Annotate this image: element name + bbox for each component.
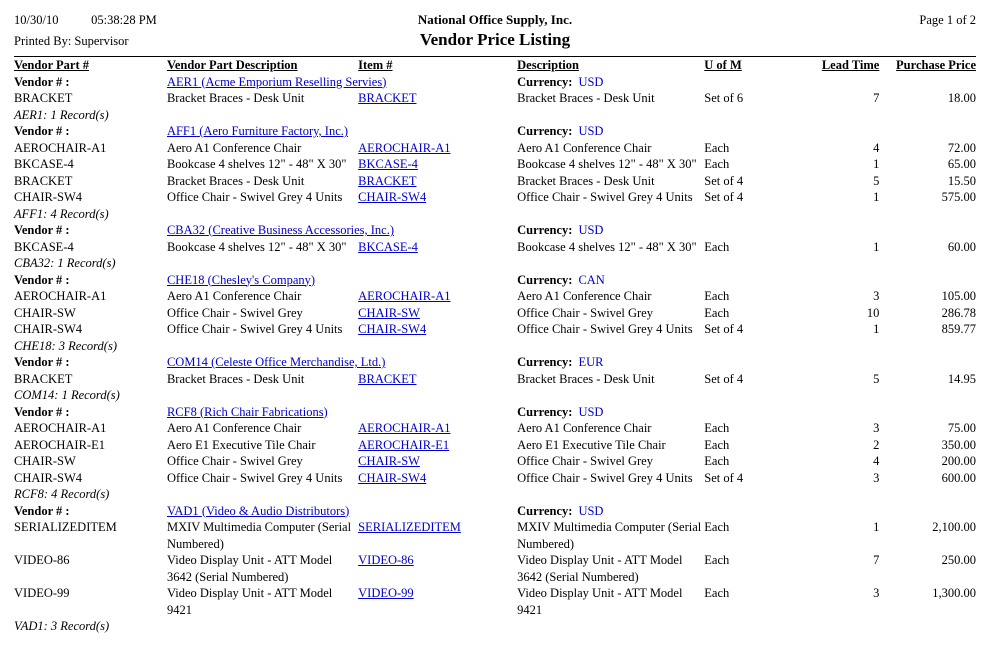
vendor-link-cell	[167, 503, 517, 520]
cell-lead-time: 3	[873, 470, 880, 485]
vendor-name: (Chesley's Company)	[207, 272, 316, 287]
cell-uofm: Set of 6	[704, 91, 744, 105]
item-link[interactable]: AEROCHAIR-A1	[358, 140, 451, 155]
table-row	[14, 173, 976, 190]
currency-cell	[517, 74, 976, 91]
cell-vendor-part: AEROCHAIR-A1	[14, 140, 107, 155]
vendor-group-header	[14, 74, 976, 91]
vendor-link[interactable]	[167, 223, 394, 237]
vendor-price-table	[14, 57, 976, 635]
item-link[interactable]: CHAIR-SW4	[358, 470, 427, 485]
cell-vendor-part-description: Bracket Braces - Desk Unit	[166, 173, 305, 188]
currency-label: Currency:	[517, 223, 573, 237]
cell-vendor-part: BRACKET	[14, 91, 73, 105]
vendor-record-count-row	[14, 618, 976, 635]
cell-purchase-price: 200.00	[941, 454, 976, 468]
cell-item	[358, 585, 517, 618]
report-date: 10/30/10	[14, 13, 59, 27]
cell-vendor-part: AEROCHAIR-E1	[14, 437, 105, 452]
vendor-link[interactable]	[167, 504, 349, 518]
vendor-label-cell	[14, 74, 167, 91]
cell-vendor-part-description: Aero E1 Executive Tile Chair	[166, 437, 316, 452]
cell-description: Bracket Braces - Desk Unit	[517, 91, 655, 105]
cell-lead-time: 1	[873, 157, 880, 171]
vendor-name: (Celeste Office Merchandise, Ltd.)	[211, 355, 386, 369]
currency-cell	[517, 222, 976, 239]
cell-item	[358, 552, 517, 585]
company-name: National Office Supply, Inc.	[417, 12, 573, 27]
vendor-group-header	[14, 272, 976, 289]
col-header-purchase-price: Purchase Price	[896, 58, 976, 72]
cell-uofm: Each	[704, 157, 730, 171]
cell-vendor-part-description: Office Chair - Swivel Grey 4 Units	[166, 322, 343, 336]
report-header	[14, 10, 976, 54]
currency-label: Currency:	[517, 272, 573, 287]
currency-label: Currency:	[517, 503, 573, 518]
cell-description: Video Display Unit - ATT Model 9421	[517, 586, 683, 617]
vendor-name: (Rich Chair Fabrications)	[199, 404, 328, 419]
cell-item	[358, 321, 517, 338]
vendor-label: Vendor # :	[14, 355, 70, 369]
cell-lead-time: 4	[873, 454, 880, 468]
currency-value: USD	[578, 223, 604, 237]
cell-vendor-part-description: Office Chair - Swivel Grey	[166, 454, 303, 468]
vendor-code: VAD1	[166, 503, 199, 518]
cell-purchase-price: 250.00	[941, 553, 976, 567]
cell-lead-time: 1	[873, 239, 880, 254]
cell-lead-time: 7	[873, 91, 880, 105]
cell-description: Video Display Unit - ATT Model 3642 (Serial Numbered)	[517, 553, 683, 584]
vendor-link-cell	[167, 354, 517, 371]
vendor-link-cell	[167, 272, 517, 289]
currency-cell	[517, 123, 976, 140]
cell-description: Aero A1 Conference Chair	[517, 289, 652, 303]
cell-lead-time: 5	[873, 371, 880, 386]
cell-item	[358, 437, 517, 454]
cell-purchase-price: 286.78	[941, 305, 976, 320]
item-link[interactable]: AEROCHAIR-A1	[358, 289, 451, 303]
item-link[interactable]: SERIALIZEDITEM	[358, 520, 461, 534]
table-header-row	[14, 57, 976, 74]
cell-description: Aero A1 Conference Chair	[517, 421, 652, 435]
cell-vendor-part: CHAIR-SW	[14, 454, 76, 468]
vendor-record-count-row	[14, 206, 976, 223]
cell-uofm: Set of 4	[704, 371, 744, 386]
cell-item	[358, 519, 517, 552]
item-link[interactable]: VIDEO-99	[358, 586, 414, 600]
cell-vendor-part: BKCASE-4	[14, 239, 74, 254]
cell-lead-time: 10	[866, 305, 880, 320]
cell-uofm: Each	[704, 553, 730, 567]
cell-uofm: Each	[704, 289, 730, 303]
table-row	[14, 156, 976, 173]
col-header-vendor-part: Vendor Part #	[14, 58, 89, 72]
page-title: Vendor Price Listing	[419, 30, 571, 49]
cell-vendor-part: CHAIR-SW4	[14, 322, 83, 336]
cell-vendor-part: AEROCHAIR-A1	[14, 421, 107, 435]
vendor-record-count-row	[14, 255, 976, 272]
cell-item	[358, 189, 517, 206]
cell-item	[358, 90, 517, 107]
cell-description: MXIV Multimedia Computer (Serial Numbered)	[517, 520, 702, 551]
cell-item	[358, 156, 517, 173]
currency-cell	[517, 404, 976, 421]
vendor-group-header	[14, 404, 976, 421]
currency-value: USD	[578, 503, 604, 518]
vendor-record-count: CHE18: 3 Record(s)	[14, 338, 117, 353]
vendor-group-header	[14, 123, 976, 140]
cell-description: Office Chair - Swivel Grey 4 Units	[517, 190, 693, 204]
table-row	[14, 288, 976, 305]
cell-vendor-part-description: Bracket Braces - Desk Unit	[166, 371, 305, 386]
vendor-label-cell	[14, 123, 167, 140]
cell-lead-time: 5	[873, 173, 880, 188]
cell-uofm: Set of 4	[704, 322, 744, 336]
table-row	[14, 420, 976, 437]
vendor-link[interactable]	[167, 405, 328, 419]
vendor-record-count: AFF1: 4 Record(s)	[14, 206, 109, 221]
table-row	[14, 90, 976, 107]
vendor-record-count: COM14: 1 Record(s)	[14, 388, 120, 402]
cell-purchase-price: 350.00	[941, 437, 976, 452]
cell-purchase-price: 2,100.00	[932, 520, 976, 534]
col-header-vendor-part-description: Vendor Part Description	[166, 58, 298, 72]
vendor-record-count-row	[14, 387, 976, 404]
cell-item	[358, 239, 517, 256]
table-row	[14, 189, 976, 206]
currency-value: USD	[578, 74, 604, 89]
table-body	[14, 57, 976, 635]
cell-description: Office Chair - Swivel Grey	[517, 305, 653, 320]
cell-purchase-price: 18.00	[947, 91, 976, 105]
vendor-name: (Creative Business Accessories, Inc.)	[208, 223, 394, 237]
cell-uofm: Set of 4	[704, 470, 744, 485]
vendor-link[interactable]	[167, 273, 315, 287]
cell-vendor-part: VIDEO-99	[14, 586, 70, 600]
cell-description: Bookcase 4 shelves 12" - 48" X 30"	[517, 157, 697, 171]
cell-lead-time: 7	[873, 553, 880, 567]
vendor-code: AFF1	[166, 124, 197, 138]
cell-purchase-price: 15.50	[947, 173, 976, 188]
table-row	[14, 470, 976, 487]
table-row	[14, 140, 976, 157]
cell-vendor-part: BRACKET	[14, 371, 73, 386]
vendor-link-cell	[167, 404, 517, 421]
cell-lead-time: 1	[873, 190, 880, 204]
table-row	[14, 585, 976, 618]
cell-purchase-price: 72.00	[947, 140, 976, 155]
cell-vendor-part: BKCASE-4	[14, 157, 74, 171]
header-center-block	[14, 10, 976, 51]
vendor-code: CHE18	[166, 272, 205, 287]
cell-item	[358, 140, 517, 157]
cell-vendor-part-description: Office Chair - Swivel Grey 4 Units	[166, 190, 343, 204]
col-header-lead-time: Lead Time	[821, 58, 880, 72]
vendor-record-count: AER1: 1 Record(s)	[14, 107, 109, 122]
currency-cell	[517, 503, 976, 520]
cell-uofm: Each	[704, 305, 730, 320]
cell-description: Aero A1 Conference Chair	[517, 140, 652, 155]
cell-item	[358, 371, 517, 388]
vendor-label: Vendor # :	[14, 223, 70, 237]
cell-vendor-part-description: Video Display Unit - ATT Model 3642 (Serial Numbered)	[166, 553, 333, 584]
cell-description: Office Chair - Swivel Grey	[517, 454, 653, 468]
vendor-label: Vendor # :	[14, 503, 70, 518]
cell-lead-time: 1	[873, 322, 880, 336]
vendor-label-cell	[14, 272, 167, 289]
cell-purchase-price: 14.95	[947, 371, 976, 386]
table-row	[14, 437, 976, 454]
vendor-label-cell	[14, 503, 167, 520]
cell-uofm: Each	[704, 454, 730, 468]
vendor-label-cell	[14, 404, 167, 421]
cell-vendor-part-description: Aero A1 Conference Chair	[166, 289, 302, 303]
vendor-record-count-row	[14, 338, 976, 355]
cell-vendor-part: BRACKET	[14, 173, 73, 188]
vendor-group-header	[14, 222, 976, 239]
cell-item	[358, 453, 517, 470]
vendor-link-cell	[167, 74, 517, 91]
vendor-label-cell	[14, 222, 167, 239]
cell-vendor-part-description: Office Chair - Swivel Grey 4 Units	[166, 470, 343, 485]
cell-vendor-part: CHAIR-SW4	[14, 470, 83, 485]
cell-vendor-part-description: Bookcase 4 shelves 12" - 48" X 30"	[166, 239, 347, 254]
cell-purchase-price: 1,300.00	[932, 586, 976, 600]
col-header-item: Item #	[358, 58, 393, 72]
currency-cell	[517, 354, 976, 371]
item-link[interactable]: BRACKET	[358, 371, 417, 386]
item-link[interactable]: VIDEO-86	[358, 553, 414, 567]
vendor-label-cell	[14, 354, 167, 371]
item-link[interactable]: CHAIR-SW4	[358, 322, 427, 336]
cell-description: Office Chair - Swivel Grey 4 Units	[517, 322, 693, 336]
vendor-record-count: VAD1: 3 Record(s)	[14, 619, 110, 633]
col-header-description: Description	[517, 58, 579, 72]
cell-purchase-price: 65.00	[947, 157, 976, 171]
item-link[interactable]: BRACKET	[358, 173, 417, 188]
table-row	[14, 519, 976, 552]
printed-by: Printed By: Supervisor	[14, 34, 129, 48]
cell-purchase-price: 105.00	[941, 289, 976, 303]
currency-label: Currency:	[517, 124, 573, 138]
vendor-code: RCF8	[166, 404, 197, 419]
item-link[interactable]: BRACKET	[358, 91, 417, 105]
cell-lead-time: 3	[873, 586, 880, 600]
cell-description: Bracket Braces - Desk Unit	[517, 173, 655, 188]
cell-uofm: Each	[704, 239, 730, 254]
cell-purchase-price: 60.00	[947, 239, 976, 254]
cell-lead-time: 2	[873, 437, 880, 452]
vendor-label: Vendor # :	[14, 124, 70, 138]
cell-purchase-price: 600.00	[941, 470, 976, 485]
item-link[interactable]: CHAIR-SW4	[358, 190, 427, 204]
vendor-record-count-row	[14, 486, 976, 503]
report-time: 05:38:28 PM	[91, 13, 157, 27]
vendor-name: (Video & Audio Distributors)	[201, 503, 350, 518]
table-row	[14, 321, 976, 338]
cell-item	[358, 470, 517, 487]
vendor-code: CBA32	[166, 223, 206, 237]
cell-vendor-part-description: Aero A1 Conference Chair	[166, 421, 302, 435]
vendor-group-header	[14, 503, 976, 520]
cell-uofm: Set of 4	[704, 190, 744, 204]
cell-vendor-part: CHAIR-SW	[14, 305, 76, 320]
currency-label: Currency:	[517, 355, 573, 369]
cell-item	[358, 305, 517, 322]
cell-vendor-part-description: Bookcase 4 shelves 12" - 48" X 30"	[166, 157, 347, 171]
vendor-code: AER1	[166, 74, 199, 89]
table-row	[14, 305, 976, 322]
cell-uofm: Each	[704, 437, 730, 452]
cell-uofm: Each	[704, 140, 730, 155]
cell-purchase-price: 859.77	[941, 322, 976, 336]
cell-description: Aero E1 Executive Tile Chair	[517, 437, 666, 452]
cell-purchase-price: 75.00	[947, 421, 976, 435]
cell-vendor-part-description: Office Chair - Swivel Grey	[166, 305, 303, 320]
col-header-uofm: U of M	[704, 58, 742, 72]
item-link[interactable]: BKCASE-4	[358, 239, 418, 254]
vendor-link[interactable]	[167, 355, 385, 369]
cell-vendor-part-description: Aero A1 Conference Chair	[166, 140, 302, 155]
vendor-record-count-row	[14, 107, 976, 124]
cell-item	[358, 288, 517, 305]
cell-vendor-part: CHAIR-SW4	[14, 190, 83, 204]
vendor-label: Vendor # :	[14, 404, 70, 419]
currency-value: CAN	[578, 272, 605, 287]
cell-item	[358, 173, 517, 190]
cell-vendor-part-description: Bracket Braces - Desk Unit	[166, 91, 305, 105]
table-row	[14, 453, 976, 470]
currency-value: USD	[578, 124, 604, 138]
cell-vendor-part-description: Video Display Unit - ATT Model 9421	[166, 586, 333, 617]
currency-value: EUR	[578, 355, 604, 369]
vendor-link[interactable]	[167, 124, 348, 138]
vendor-label: Vendor # :	[14, 74, 70, 89]
cell-lead-time: 1	[873, 520, 880, 534]
vendor-record-count: CBA32: 1 Record(s)	[14, 256, 116, 270]
currency-label: Currency:	[517, 74, 573, 89]
page-number: Page 1 of 2	[919, 13, 976, 27]
cell-uofm: Each	[704, 586, 730, 600]
cell-lead-time: 4	[873, 140, 880, 155]
cell-vendor-part: SERIALIZEDITEM	[14, 520, 117, 534]
cell-vendor-part: VIDEO-86	[14, 553, 70, 567]
item-link[interactable]: AEROCHAIR-A1	[358, 421, 451, 435]
cell-lead-time: 3	[873, 289, 880, 303]
cell-description: Bookcase 4 shelves 12" - 48" X 30"	[517, 239, 697, 254]
vendor-link-cell	[167, 123, 517, 140]
vendor-label: Vendor # :	[14, 272, 70, 287]
cell-purchase-price: 575.00	[941, 190, 976, 204]
item-link[interactable]: AEROCHAIR-E1	[358, 437, 450, 452]
cell-uofm: Each	[704, 520, 730, 534]
vendor-name: (Aero Furniture Factory, Inc.)	[199, 124, 349, 138]
vendor-link-cell	[167, 222, 517, 239]
table-row	[14, 552, 976, 585]
vendor-name: (Acme Emporium Reselling Servies)	[201, 74, 387, 89]
cell-description: Office Chair - Swivel Grey 4 Units	[517, 470, 693, 485]
item-link[interactable]: BKCASE-4	[358, 157, 418, 171]
vendor-code: COM14	[166, 355, 208, 369]
table-row	[14, 239, 976, 256]
cell-uofm: Set of 4	[704, 173, 744, 188]
currency-cell	[517, 272, 976, 289]
cell-vendor-part: AEROCHAIR-A1	[14, 289, 107, 303]
vendor-record-count: RCF8: 4 Record(s)	[14, 487, 110, 501]
vendor-link[interactable]	[167, 75, 386, 89]
cell-lead-time: 3	[873, 421, 880, 435]
cell-description: Bracket Braces - Desk Unit	[517, 371, 655, 386]
item-link[interactable]: CHAIR-SW	[358, 454, 420, 468]
vendor-group-header	[14, 354, 976, 371]
cell-item	[358, 420, 517, 437]
table-row	[14, 371, 976, 388]
currency-label: Currency:	[517, 404, 573, 419]
cell-uofm: Each	[704, 421, 730, 435]
cell-vendor-part-description: MXIV Multimedia Computer (Serial Numbered)	[166, 520, 352, 551]
currency-value: USD	[578, 404, 604, 419]
item-link[interactable]: CHAIR-SW	[358, 305, 420, 320]
